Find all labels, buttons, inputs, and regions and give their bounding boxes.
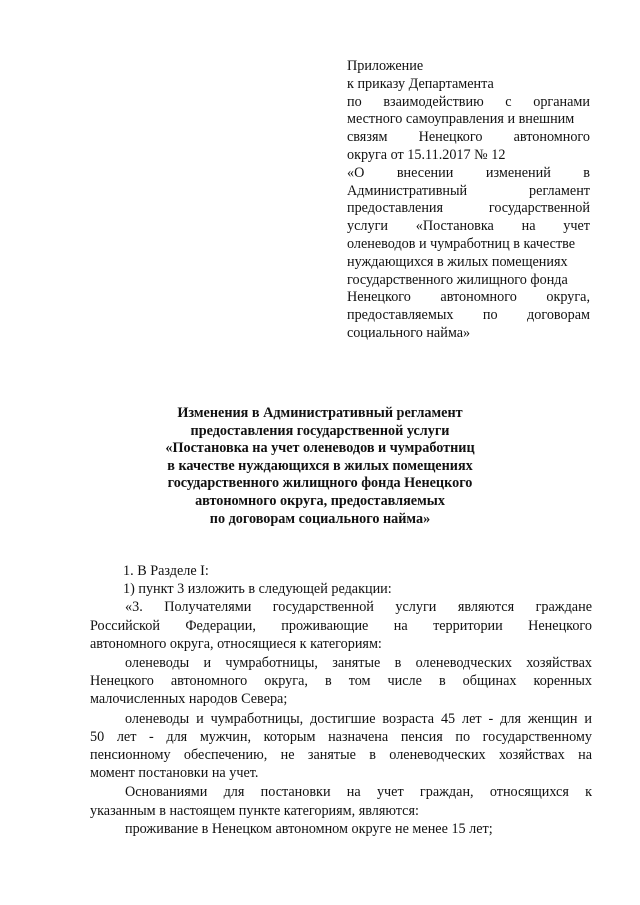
appendix-line: к приказу Департамента [347, 75, 494, 92]
appendix-line: нуждающихся в жилых помещениях [347, 253, 568, 270]
paragraph-line: пенсионному обеспечению, не занятые в оленеводческих хозяйствах на [90, 747, 592, 764]
paragraph-line: 50 лет - для мужчин, которым назначена пенсия по государственному [90, 728, 592, 745]
appendix-line: Приложение [347, 58, 424, 74]
appendix-line: связям Ненецкого автономного [347, 129, 590, 146]
paragraph-line: «3. Получателями государственной услуги являются граждане [125, 599, 592, 616]
section-heading: 1. В Разделе I: [123, 563, 209, 579]
paragraph-line: автономного округа, относящиеся к категориям: [90, 635, 382, 652]
appendix-line: «О внесении изменений в [347, 164, 590, 181]
item-heading: 1) пункт 3 изложить в следующей редакции: [123, 581, 392, 598]
paragraph-line: Основаниями для постановки на учет граждан, относящихся к [125, 784, 592, 801]
appendix-line: местного самоуправления и внешним [347, 111, 575, 128]
title-line: предоставления государственной услуги [190, 422, 450, 439]
appendix-line: предоставления государственной [347, 200, 590, 217]
paragraph-line: оленеводы и чумработницы, достигшие возраста 45 лет - для женщин и [125, 710, 592, 727]
paragraph-line: малочисленных народов Севера; [90, 691, 288, 708]
paragraph-line: момент постановки на учет. [90, 765, 259, 782]
paragraph-line: Российской Федерации, проживающие на территории Ненецкого [90, 617, 592, 634]
paragraph-line: указанным в настоящем пункте категориям, являются: [90, 802, 419, 819]
appendix-line: округа от 15.11.2017 № 12 [347, 146, 506, 163]
paragraph-line: Ненецкого автономного округа, в том числе в общинах коренных [90, 673, 592, 690]
appendix-line: социального найма» [347, 324, 471, 341]
appendix-line: оленеводов и чумработниц в качестве [347, 235, 576, 252]
appendix-line: Ненецкого автономного округа, [347, 289, 590, 306]
appendix-line: Административный регламент [347, 182, 590, 199]
appendix-line: по взаимодействию с органами [347, 93, 590, 110]
title-line: Изменения в Административный регламент [177, 405, 463, 421]
appendix-line: предоставляемых по договорам [347, 307, 590, 324]
document-body [90, 562, 592, 838]
title-line: «Постановка на учет оленеводов и чумработниц [165, 440, 475, 457]
paragraph-line: оленеводы и чумработницы, занятые в оленеводческих хозяйствах [125, 655, 592, 672]
appendix-line: услуги «Постановка на учет [347, 218, 590, 235]
paragraph-line: проживание в Ненецком автономном округе не менее 15 лет; [125, 820, 493, 837]
title-line: автономного округа, предоставляемых [195, 492, 445, 509]
title-line: в качестве нуждающихся в жилых помещениях [167, 457, 473, 474]
title-line: по договорам социального найма» [209, 510, 431, 527]
appendix-block [347, 58, 590, 343]
appendix-line: государственного жилищного фонда [347, 271, 568, 288]
title-line: государственного жилищного фонда Ненецкого [167, 475, 473, 492]
document-title [100, 405, 540, 528]
